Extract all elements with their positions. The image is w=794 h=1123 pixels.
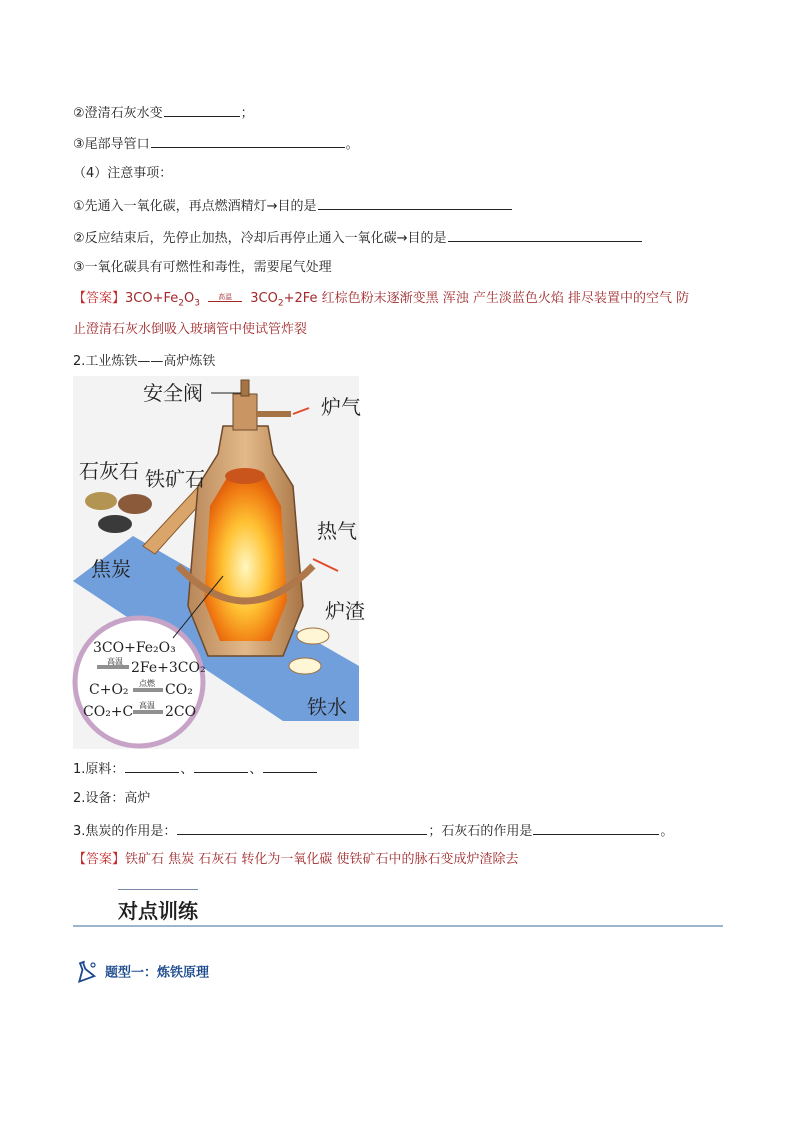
answer-label: 【答案】 xyxy=(73,291,126,306)
eq3-cond: 高温 xyxy=(139,701,155,710)
fill-blank[interactable] xyxy=(164,103,240,117)
answer-text: 止澄清石灰水倒吸入玻璃管中使试管炸裂 xyxy=(73,322,308,337)
line-text: （4）注意事项： xyxy=(73,166,173,181)
notes-heading xyxy=(73,165,172,183)
eq-part: O xyxy=(184,291,195,306)
line-text: ②反应结束后，先停止加热，冷却后再停止通入一氧化碳→目的是 xyxy=(73,231,447,246)
heading-blast-furnace xyxy=(73,353,215,371)
note-3 xyxy=(73,259,332,277)
eq2-cond: 点燃 xyxy=(139,679,155,688)
furnace-fire xyxy=(204,476,287,641)
label-safety-valve: 安全阀 xyxy=(143,381,203,405)
subtitle-text: 题型一：炼铁原理 xyxy=(105,965,210,981)
line-text: ③一氧化碳具有可燃性和毒性，需要尾气处理 xyxy=(73,260,332,275)
eq-condition: 高温 xyxy=(218,293,233,301)
fill-blank[interactable] xyxy=(125,759,179,773)
separator: 、 xyxy=(180,762,194,777)
section-title: 对点训练 xyxy=(118,899,198,923)
eq1-cond: 高温 xyxy=(107,657,123,666)
question-3 xyxy=(73,821,673,841)
safety-valve-shape xyxy=(241,380,249,396)
line-text: ①先通入一氧化碳，再点燃酒精灯→目的是 xyxy=(73,199,317,214)
punct: 。 xyxy=(345,137,359,152)
eq2: C+O₂ xyxy=(89,682,129,698)
eq2-product: CO₂ xyxy=(165,682,193,698)
fill-blank[interactable] xyxy=(151,134,345,148)
answer-2 xyxy=(73,851,519,869)
section-top-rule xyxy=(118,889,198,890)
reaction-arrow xyxy=(208,292,242,302)
eq3: CO₂+C xyxy=(83,704,134,720)
fill-blank[interactable] xyxy=(263,759,317,773)
question-text: 3.焦炭的作用是： xyxy=(73,824,177,839)
label-iron-ore: 铁矿石 xyxy=(145,467,205,491)
iron-ladle xyxy=(289,658,321,674)
line-text: ③尾部导管口 xyxy=(73,137,150,152)
limestone-pile xyxy=(85,492,117,510)
question-text: ；石灰石的作用是 xyxy=(428,824,533,839)
question-text: 2.设备：高炉 xyxy=(73,791,151,806)
label-molten-iron: 铁水 xyxy=(307,695,347,719)
fill-blank[interactable] xyxy=(177,821,427,835)
answer-text: 红棕色粉末逐渐变黑 浑浊 产生淡蓝色火焰 排尽装置中的空气 防 xyxy=(317,291,690,306)
fill-blank[interactable] xyxy=(194,759,248,773)
answer-1 xyxy=(73,290,689,313)
slag-ladle xyxy=(297,628,329,644)
punct: 。 xyxy=(660,824,674,839)
fill-blank[interactable] xyxy=(533,821,659,835)
eq-sub: 2 xyxy=(178,298,184,309)
coke-pile xyxy=(98,515,132,533)
ore-pile xyxy=(118,494,152,514)
eq-sub: 3 xyxy=(194,298,200,309)
heading-text: 2.工业炼铁——高炉炼铁 xyxy=(73,354,216,369)
label-hot-air: 热气 xyxy=(317,519,357,543)
furnace-head xyxy=(233,394,257,430)
question-text: 1.原料： xyxy=(73,762,125,777)
eq1-product: 2Fe+3CO₂ xyxy=(131,660,206,676)
question-2 xyxy=(73,790,150,808)
flask-icon xyxy=(73,960,99,986)
section-rule xyxy=(73,925,723,927)
question-1 xyxy=(73,759,318,779)
answer-1-cont xyxy=(73,321,307,339)
eq-part: 3CO+Fe xyxy=(125,291,179,306)
eq-part: +2Fe xyxy=(283,291,318,306)
eq1: 3CO+Fe₂O₃ xyxy=(93,640,176,656)
label-coke: 焦炭 xyxy=(91,557,131,581)
subtitle xyxy=(73,960,209,986)
note-1 xyxy=(73,196,513,216)
line-text: ②澄清石灰水变 xyxy=(73,106,163,121)
gas-arrow xyxy=(293,408,309,414)
fill-blank[interactable] xyxy=(318,196,512,210)
blast-furnace-figure xyxy=(73,376,365,749)
eq-part: 3CO xyxy=(250,291,278,306)
eq3-product: 2CO xyxy=(165,704,197,720)
blank-line-2 xyxy=(73,134,359,154)
furnace-top-ore xyxy=(225,468,265,484)
answer-label: 【答案】 xyxy=(73,852,126,867)
note-2 xyxy=(73,228,643,248)
hot-air-arrow xyxy=(313,559,338,571)
answer-text: 铁矿石 焦炭 石灰石 转化为一氧化碳 使铁矿石中的脉石变成炉渣除去 xyxy=(125,852,519,867)
punct: ； xyxy=(240,106,254,121)
separator: 、 xyxy=(249,762,263,777)
label-limestone: 石灰石 xyxy=(79,459,139,483)
fill-blank[interactable] xyxy=(448,228,642,242)
eq-sub: 2 xyxy=(277,298,284,309)
label-slag: 炉渣 xyxy=(325,599,365,623)
blank-line-1 xyxy=(73,103,254,123)
label-furnace-gas: 炉气 xyxy=(321,395,361,419)
